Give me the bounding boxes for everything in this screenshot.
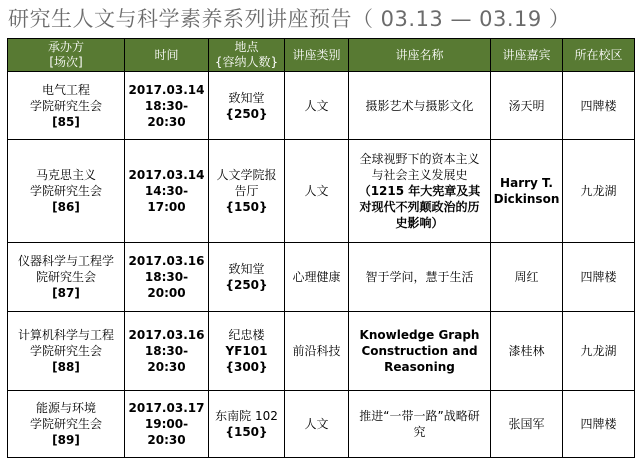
- header-lecture-name: 讲座名称: [349, 39, 491, 72]
- lecture-name-cell: 推进“一带一路”战略研 究: [349, 391, 491, 458]
- table-row: [8, 72, 635, 140]
- speaker-cell: 汤天明: [491, 72, 563, 140]
- venue-cell: 东南院 102 {150}: [209, 391, 285, 458]
- header-organizer: 承办方 [场次]: [8, 39, 125, 72]
- table-row: [8, 391, 635, 458]
- venue-cell: 纪忠楼 YF101 {300}: [209, 312, 285, 391]
- speaker-cell: Harry T. Dickinson: [491, 140, 563, 243]
- organizer-cell: 仪器科学与工程学 院研究生会 [87]: [8, 243, 125, 312]
- venue-cell: 人文学院报 告厅 {150}: [209, 140, 285, 243]
- campus-cell: 四牌楼: [563, 391, 635, 458]
- lecture-name-cell: 智于学问，慧于生活: [349, 243, 491, 312]
- header-speaker: 讲座嘉宾: [491, 39, 563, 72]
- time-cell: 2017.03.14 14:30-17:00: [125, 140, 209, 243]
- header-venue: 地点 {容纳人数}: [209, 39, 285, 72]
- speaker-cell: 张国军: [491, 391, 563, 458]
- speaker-cell: 漆桂林: [491, 312, 563, 391]
- organizer-cell: 能源与环境 学院研究生会 [89]: [8, 391, 125, 458]
- organizer-cell: 马克思主义 学院研究生会 [86]: [8, 140, 125, 243]
- category-cell: 人文: [285, 391, 349, 458]
- organizer-cell: 电气工程 学院研究生会 [85]: [8, 72, 125, 140]
- time-cell: 2017.03.16 18:30-20:30: [125, 312, 209, 391]
- time-cell: 2017.03.17 19:00-20:30: [125, 391, 209, 458]
- lecture-name-cell: Knowledge Graph Construction and Reasoning: [349, 312, 491, 391]
- campus-cell: 四牌楼: [563, 72, 635, 140]
- campus-cell: 四牌楼: [563, 243, 635, 312]
- page-title: 研究生人文与科学素养系列讲座预告（ 03.13 — 03.19 ）: [8, 7, 571, 31]
- category-cell: 人文: [285, 140, 349, 243]
- time-cell: 2017.03.16 18:30-20:00: [125, 243, 209, 312]
- organizer-cell: 计算机科学与工程 学院研究生会 [88]: [8, 312, 125, 391]
- category-cell: 前沿科技: [285, 312, 349, 391]
- lecture-schedule-table: [7, 38, 635, 458]
- venue-cell: 致知堂 {250}: [209, 72, 285, 140]
- lecture-name-cell: 摄影艺术与摄影文化: [349, 72, 491, 140]
- table-row: [8, 312, 635, 391]
- category-cell: 心理健康: [285, 243, 349, 312]
- speaker-cell: 周红: [491, 243, 563, 312]
- header-category: 讲座类别: [285, 39, 349, 72]
- table-header-row: [8, 39, 635, 72]
- campus-cell: 九龙湖: [563, 140, 635, 243]
- table-row: [8, 243, 635, 312]
- lecture-name-cell: 全球视野下的资本主义 与社会主义发展史 （1215 年大宪章及其 对现代不列颠政治的历 史影响）: [349, 140, 491, 243]
- table-row: [8, 140, 635, 243]
- venue-cell: 致知堂 {250}: [209, 243, 285, 312]
- campus-cell: 九龙湖: [563, 312, 635, 391]
- header-campus: 所在校区: [563, 39, 635, 72]
- category-cell: 人文: [285, 72, 349, 140]
- time-cell: 2017.03.14 18:30-20:30: [125, 72, 209, 140]
- header-time: 时间: [125, 39, 209, 72]
